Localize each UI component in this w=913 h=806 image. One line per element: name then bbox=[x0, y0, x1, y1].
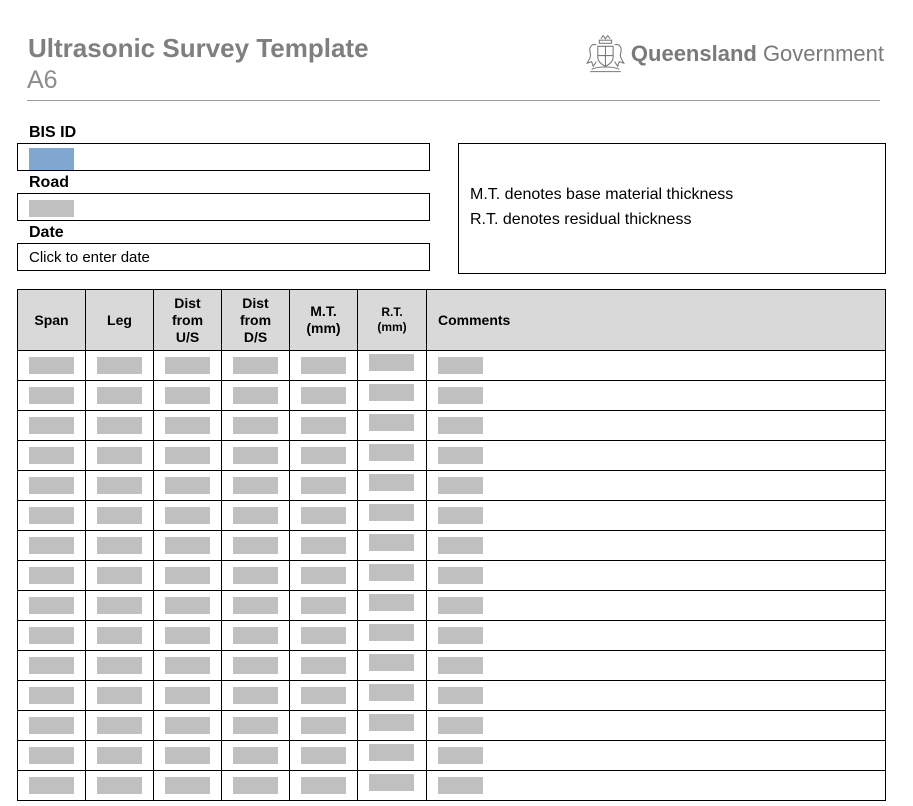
column-header-rt bbox=[358, 290, 427, 351]
cell-dist-ds[interactable] bbox=[222, 441, 290, 471]
cell-comments[interactable] bbox=[427, 351, 886, 381]
content-control-placeholder[interactable] bbox=[438, 687, 483, 704]
cell-comments[interactable] bbox=[427, 501, 886, 531]
document-title: Ultrasonic Survey Template bbox=[28, 33, 369, 63]
cell-rt[interactable] bbox=[358, 531, 427, 561]
content-control-placeholder[interactable] bbox=[369, 384, 414, 401]
cell-leg[interactable] bbox=[86, 501, 154, 531]
content-control-placeholder[interactable] bbox=[438, 537, 483, 554]
bis-id-label: BIS ID bbox=[29, 124, 77, 141]
cell-rt[interactable] bbox=[358, 411, 427, 441]
content-control-placeholder[interactable] bbox=[233, 627, 278, 644]
cell-dist-ds[interactable] bbox=[222, 351, 290, 381]
content-control-placeholder[interactable] bbox=[97, 687, 142, 704]
content-control-placeholder[interactable] bbox=[29, 657, 74, 674]
content-control-placeholder[interactable] bbox=[97, 387, 142, 404]
content-control-placeholder[interactable] bbox=[438, 717, 483, 734]
cell-dist-us[interactable] bbox=[154, 711, 222, 741]
content-control-placeholder[interactable] bbox=[29, 567, 74, 584]
cell-comments[interactable] bbox=[427, 741, 886, 771]
cell-comments[interactable] bbox=[427, 681, 886, 711]
queensland-government-logo bbox=[584, 28, 884, 80]
cell-span[interactable] bbox=[18, 741, 86, 771]
survey-table bbox=[17, 289, 886, 801]
table-row bbox=[18, 471, 886, 501]
content-control-placeholder[interactable] bbox=[301, 717, 346, 734]
cell-dist-us[interactable] bbox=[154, 741, 222, 771]
cell-leg[interactable] bbox=[86, 441, 154, 471]
content-control-placeholder[interactable] bbox=[369, 414, 414, 431]
content-control-placeholder[interactable] bbox=[233, 597, 278, 614]
content-control-placeholder[interactable] bbox=[165, 657, 210, 674]
cell-dist-ds[interactable] bbox=[222, 561, 290, 591]
content-control-placeholder[interactable] bbox=[165, 717, 210, 734]
table-row bbox=[18, 621, 886, 651]
note-rt: R.T. denotes residual thickness bbox=[470, 211, 692, 228]
content-control-placeholder[interactable] bbox=[165, 687, 210, 704]
content-control-placeholder[interactable] bbox=[369, 354, 414, 371]
header-dist-us-line2: from bbox=[171, 311, 204, 328]
content-control-placeholder[interactable] bbox=[438, 417, 483, 434]
cell-span[interactable] bbox=[18, 411, 86, 441]
cell-dist-ds[interactable] bbox=[222, 411, 290, 441]
content-control-placeholder[interactable] bbox=[369, 474, 414, 491]
cell-dist-us[interactable] bbox=[154, 681, 222, 711]
header-dist-ds-line3: D/S bbox=[243, 328, 268, 345]
content-control-placeholder[interactable] bbox=[438, 597, 483, 614]
cell-span[interactable] bbox=[18, 381, 86, 411]
cell-leg[interactable] bbox=[86, 351, 154, 381]
content-control-placeholder[interactable] bbox=[233, 777, 278, 794]
content-control-placeholder[interactable] bbox=[438, 777, 483, 794]
cell-dist-ds[interactable] bbox=[222, 681, 290, 711]
cell-leg[interactable] bbox=[86, 681, 154, 711]
cell-mt[interactable] bbox=[290, 681, 358, 711]
cell-span[interactable] bbox=[18, 561, 86, 591]
content-control-placeholder[interactable] bbox=[29, 357, 74, 374]
content-control-placeholder[interactable] bbox=[369, 504, 414, 521]
cell-dist-us[interactable] bbox=[154, 561, 222, 591]
cell-span[interactable] bbox=[18, 531, 86, 561]
header-mt-line1: M.T. bbox=[310, 303, 337, 319]
column-header-dist-ds bbox=[222, 290, 290, 351]
content-control-placeholder[interactable] bbox=[301, 627, 346, 644]
cell-leg[interactable] bbox=[86, 711, 154, 741]
table-row bbox=[18, 711, 886, 741]
table-row bbox=[18, 381, 886, 411]
content-control-placeholder[interactable] bbox=[165, 387, 210, 404]
cell-mt[interactable] bbox=[290, 531, 358, 561]
content-control-placeholder[interactable] bbox=[97, 747, 142, 764]
cell-rt[interactable] bbox=[358, 351, 427, 381]
cell-rt[interactable] bbox=[358, 681, 427, 711]
cell-comments[interactable] bbox=[427, 651, 886, 681]
cell-dist-ds[interactable] bbox=[222, 741, 290, 771]
logo-wordmark-rest: Government bbox=[756, 41, 884, 66]
table-body bbox=[18, 351, 886, 801]
cell-comments[interactable] bbox=[427, 561, 886, 591]
content-control-placeholder[interactable] bbox=[233, 357, 278, 374]
cell-dist-us[interactable] bbox=[154, 441, 222, 471]
coat-of-arms-icon bbox=[584, 28, 627, 80]
content-control-placeholder[interactable] bbox=[29, 747, 74, 764]
bis-id-placeholder[interactable] bbox=[29, 148, 74, 170]
cell-dist-us[interactable] bbox=[154, 531, 222, 561]
header-rt-line2: (mm) bbox=[377, 320, 407, 334]
column-header-span bbox=[18, 290, 86, 351]
cell-comments[interactable] bbox=[427, 711, 886, 741]
content-control-placeholder[interactable] bbox=[233, 567, 278, 584]
content-control-placeholder[interactable] bbox=[29, 507, 74, 524]
content-control-placeholder[interactable] bbox=[369, 624, 414, 641]
content-control-placeholder[interactable] bbox=[301, 537, 346, 554]
header-mt-line2: (mm) bbox=[306, 320, 341, 336]
cell-dist-us[interactable] bbox=[154, 471, 222, 501]
cell-dist-us[interactable] bbox=[154, 411, 222, 441]
table-row bbox=[18, 591, 886, 621]
content-control-placeholder[interactable] bbox=[97, 657, 142, 674]
content-control-placeholder[interactable] bbox=[233, 717, 278, 734]
content-control-placeholder[interactable] bbox=[369, 684, 414, 701]
content-control-placeholder[interactable] bbox=[438, 357, 483, 374]
cell-rt[interactable] bbox=[358, 651, 427, 681]
cell-span[interactable] bbox=[18, 621, 86, 651]
cell-mt[interactable] bbox=[290, 651, 358, 681]
cell-mt[interactable] bbox=[290, 471, 358, 501]
cell-mt[interactable] bbox=[290, 351, 358, 381]
document-subtitle: A6 bbox=[27, 66, 58, 94]
cell-dist-ds[interactable] bbox=[222, 591, 290, 621]
content-control-placeholder[interactable] bbox=[165, 417, 210, 434]
cell-mt[interactable] bbox=[290, 441, 358, 471]
content-control-placeholder[interactable] bbox=[29, 537, 74, 554]
content-control-placeholder[interactable] bbox=[301, 447, 346, 464]
table-row bbox=[18, 351, 886, 381]
cell-rt[interactable] bbox=[358, 501, 427, 531]
cell-dist-us[interactable] bbox=[154, 381, 222, 411]
cell-mt[interactable] bbox=[290, 501, 358, 531]
content-control-placeholder[interactable] bbox=[29, 627, 74, 644]
header-dist-ds-line1: Dist bbox=[242, 294, 269, 311]
header-dist-ds-line2: from bbox=[239, 311, 272, 328]
header-comments-text: Comments bbox=[438, 311, 511, 328]
cell-span[interactable] bbox=[18, 501, 86, 531]
cell-leg[interactable] bbox=[86, 381, 154, 411]
content-control-placeholder[interactable] bbox=[301, 687, 346, 704]
content-control-placeholder[interactable] bbox=[165, 777, 210, 794]
cell-rt[interactable] bbox=[358, 591, 427, 621]
cell-rt[interactable] bbox=[358, 561, 427, 591]
cell-leg[interactable] bbox=[86, 771, 154, 801]
cell-span[interactable] bbox=[18, 681, 86, 711]
notes-box bbox=[458, 143, 886, 274]
road-label: Road bbox=[29, 174, 69, 191]
cell-span[interactable] bbox=[18, 471, 86, 501]
cell-comments[interactable] bbox=[427, 591, 886, 621]
content-control-placeholder[interactable] bbox=[369, 774, 414, 791]
cell-comments[interactable] bbox=[427, 771, 886, 801]
date-field[interactable] bbox=[17, 243, 430, 271]
cell-dist-ds[interactable] bbox=[222, 381, 290, 411]
content-control-placeholder[interactable] bbox=[97, 417, 142, 434]
cell-leg[interactable] bbox=[86, 621, 154, 651]
cell-leg[interactable] bbox=[86, 471, 154, 501]
content-control-placeholder[interactable] bbox=[301, 747, 346, 764]
cell-rt[interactable] bbox=[358, 441, 427, 471]
cell-span[interactable] bbox=[18, 351, 86, 381]
content-control-placeholder[interactable] bbox=[301, 567, 346, 584]
content-control-placeholder[interactable] bbox=[97, 477, 142, 494]
content-control-placeholder[interactable] bbox=[233, 537, 278, 554]
content-control-placeholder[interactable] bbox=[301, 387, 346, 404]
cell-span[interactable] bbox=[18, 591, 86, 621]
cell-mt[interactable] bbox=[290, 621, 358, 651]
content-control-placeholder[interactable] bbox=[438, 477, 483, 494]
content-control-placeholder[interactable] bbox=[438, 657, 483, 674]
cell-dist-ds[interactable] bbox=[222, 471, 290, 501]
cell-dist-us[interactable] bbox=[154, 591, 222, 621]
note-mt: M.T. denotes base material thickness bbox=[470, 186, 734, 203]
header-rt-line1: R.T. bbox=[381, 305, 403, 319]
cell-rt[interactable] bbox=[358, 381, 427, 411]
cell-mt[interactable] bbox=[290, 741, 358, 771]
table-header-row bbox=[18, 290, 886, 351]
content-control-placeholder[interactable] bbox=[29, 777, 74, 794]
cell-leg[interactable] bbox=[86, 561, 154, 591]
header-dist-us-line1: Dist bbox=[174, 294, 201, 311]
content-control-placeholder[interactable] bbox=[165, 597, 210, 614]
cell-leg[interactable] bbox=[86, 651, 154, 681]
cell-dist-ds[interactable] bbox=[222, 531, 290, 561]
content-control-placeholder[interactable] bbox=[233, 657, 278, 674]
road-placeholder[interactable] bbox=[29, 200, 74, 217]
content-control-placeholder[interactable] bbox=[29, 717, 74, 734]
content-control-placeholder[interactable] bbox=[369, 444, 414, 461]
content-control-placeholder[interactable] bbox=[301, 507, 346, 524]
bis-id-field[interactable] bbox=[17, 143, 430, 171]
table-row bbox=[18, 771, 886, 801]
content-control-placeholder[interactable] bbox=[97, 717, 142, 734]
content-control-placeholder[interactable] bbox=[29, 477, 74, 494]
cell-dist-us[interactable] bbox=[154, 501, 222, 531]
content-control-placeholder[interactable] bbox=[97, 537, 142, 554]
table-row bbox=[18, 681, 886, 711]
header-span-text: Span bbox=[34, 311, 69, 328]
cell-dist-ds[interactable] bbox=[222, 501, 290, 531]
content-control-placeholder[interactable] bbox=[165, 537, 210, 554]
table-row bbox=[18, 531, 886, 561]
content-control-placeholder[interactable] bbox=[97, 357, 142, 374]
content-control-placeholder[interactable] bbox=[301, 357, 346, 374]
content-control-placeholder[interactable] bbox=[438, 507, 483, 524]
content-control-placeholder[interactable] bbox=[438, 387, 483, 404]
content-control-placeholder[interactable] bbox=[29, 597, 74, 614]
content-control-placeholder[interactable] bbox=[29, 387, 74, 404]
cell-comments[interactable] bbox=[427, 411, 886, 441]
column-header-mt bbox=[290, 290, 358, 351]
content-control-placeholder[interactable] bbox=[301, 777, 346, 794]
content-control-placeholder[interactable] bbox=[97, 627, 142, 644]
cell-comments[interactable] bbox=[427, 471, 886, 501]
content-control-placeholder[interactable] bbox=[369, 564, 414, 581]
content-control-placeholder[interactable] bbox=[165, 627, 210, 644]
cell-dist-us[interactable] bbox=[154, 621, 222, 651]
cell-leg[interactable] bbox=[86, 741, 154, 771]
cell-span[interactable] bbox=[18, 771, 86, 801]
cell-span[interactable] bbox=[18, 711, 86, 741]
content-control-placeholder[interactable] bbox=[438, 627, 483, 644]
content-control-placeholder[interactable] bbox=[29, 687, 74, 704]
content-control-placeholder[interactable] bbox=[301, 477, 346, 494]
content-control-placeholder[interactable] bbox=[165, 507, 210, 524]
content-control-placeholder[interactable] bbox=[233, 747, 278, 764]
content-control-placeholder[interactable] bbox=[233, 687, 278, 704]
cell-rt[interactable] bbox=[358, 471, 427, 501]
road-field[interactable] bbox=[17, 193, 430, 221]
header-leg-text: Leg bbox=[107, 311, 132, 328]
column-header-comments bbox=[427, 290, 886, 351]
column-header-dist-us bbox=[154, 290, 222, 351]
content-control-placeholder[interactable] bbox=[438, 747, 483, 764]
content-control-placeholder[interactable] bbox=[233, 447, 278, 464]
cell-dist-ds[interactable] bbox=[222, 711, 290, 741]
content-control-placeholder[interactable] bbox=[301, 657, 346, 674]
content-control-placeholder[interactable] bbox=[97, 447, 142, 464]
cell-mt[interactable] bbox=[290, 561, 358, 591]
cell-span[interactable] bbox=[18, 441, 86, 471]
cell-rt[interactable] bbox=[358, 741, 427, 771]
cell-comments[interactable] bbox=[427, 441, 886, 471]
content-control-placeholder[interactable] bbox=[233, 477, 278, 494]
cell-dist-us[interactable] bbox=[154, 771, 222, 801]
content-control-placeholder[interactable] bbox=[369, 654, 414, 671]
cell-comments[interactable] bbox=[427, 621, 886, 651]
content-control-placeholder[interactable] bbox=[301, 417, 346, 434]
cell-mt[interactable] bbox=[290, 771, 358, 801]
content-control-placeholder[interactable] bbox=[369, 594, 414, 611]
content-control-placeholder[interactable] bbox=[165, 447, 210, 464]
cell-dist-us[interactable] bbox=[154, 351, 222, 381]
content-control-placeholder[interactable] bbox=[97, 507, 142, 524]
content-control-placeholder[interactable] bbox=[233, 507, 278, 524]
content-control-placeholder[interactable] bbox=[369, 744, 414, 761]
content-control-placeholder[interactable] bbox=[29, 447, 74, 464]
content-control-placeholder[interactable] bbox=[165, 477, 210, 494]
content-control-placeholder[interactable] bbox=[233, 417, 278, 434]
content-control-placeholder[interactable] bbox=[301, 597, 346, 614]
cell-leg[interactable] bbox=[86, 591, 154, 621]
content-control-placeholder[interactable] bbox=[165, 747, 210, 764]
content-control-placeholder[interactable] bbox=[369, 534, 414, 551]
column-header-leg bbox=[86, 290, 154, 351]
content-control-placeholder[interactable] bbox=[165, 357, 210, 374]
cell-comments[interactable] bbox=[427, 381, 886, 411]
cell-leg[interactable] bbox=[86, 531, 154, 561]
table-row bbox=[18, 561, 886, 591]
header-dist-us-line3: U/S bbox=[175, 328, 200, 345]
content-control-placeholder[interactable] bbox=[29, 417, 74, 434]
cell-mt[interactable] bbox=[290, 411, 358, 441]
cell-rt[interactable] bbox=[358, 711, 427, 741]
cell-dist-ds[interactable] bbox=[222, 771, 290, 801]
header-divider bbox=[27, 100, 880, 101]
content-control-placeholder[interactable] bbox=[369, 714, 414, 731]
cell-rt[interactable] bbox=[358, 621, 427, 651]
date-label: Date bbox=[29, 224, 64, 241]
logo-wordmark-bold: Queensland bbox=[630, 41, 757, 66]
content-control-placeholder[interactable] bbox=[438, 447, 483, 464]
table-row bbox=[18, 411, 886, 441]
cell-dist-ds[interactable] bbox=[222, 651, 290, 681]
cell-comments[interactable] bbox=[427, 531, 886, 561]
table-row bbox=[18, 651, 886, 681]
table-row bbox=[18, 501, 886, 531]
table-row bbox=[18, 741, 886, 771]
content-control-placeholder[interactable] bbox=[438, 567, 483, 584]
date-placeholder-text[interactable]: Click to enter date bbox=[29, 249, 150, 266]
content-control-placeholder[interactable] bbox=[97, 777, 142, 794]
cell-rt[interactable] bbox=[358, 771, 427, 801]
cell-mt[interactable] bbox=[290, 381, 358, 411]
cell-mt[interactable] bbox=[290, 591, 358, 621]
cell-mt[interactable] bbox=[290, 711, 358, 741]
content-control-placeholder[interactable] bbox=[97, 597, 142, 614]
table-row bbox=[18, 441, 886, 471]
cell-leg[interactable] bbox=[86, 411, 154, 441]
content-control-placeholder[interactable] bbox=[165, 567, 210, 584]
cell-dist-ds[interactable] bbox=[222, 621, 290, 651]
cell-dist-us[interactable] bbox=[154, 651, 222, 681]
content-control-placeholder[interactable] bbox=[233, 387, 278, 404]
content-control-placeholder[interactable] bbox=[97, 567, 142, 584]
cell-span[interactable] bbox=[18, 651, 86, 681]
logo-wordmark bbox=[631, 41, 884, 67]
